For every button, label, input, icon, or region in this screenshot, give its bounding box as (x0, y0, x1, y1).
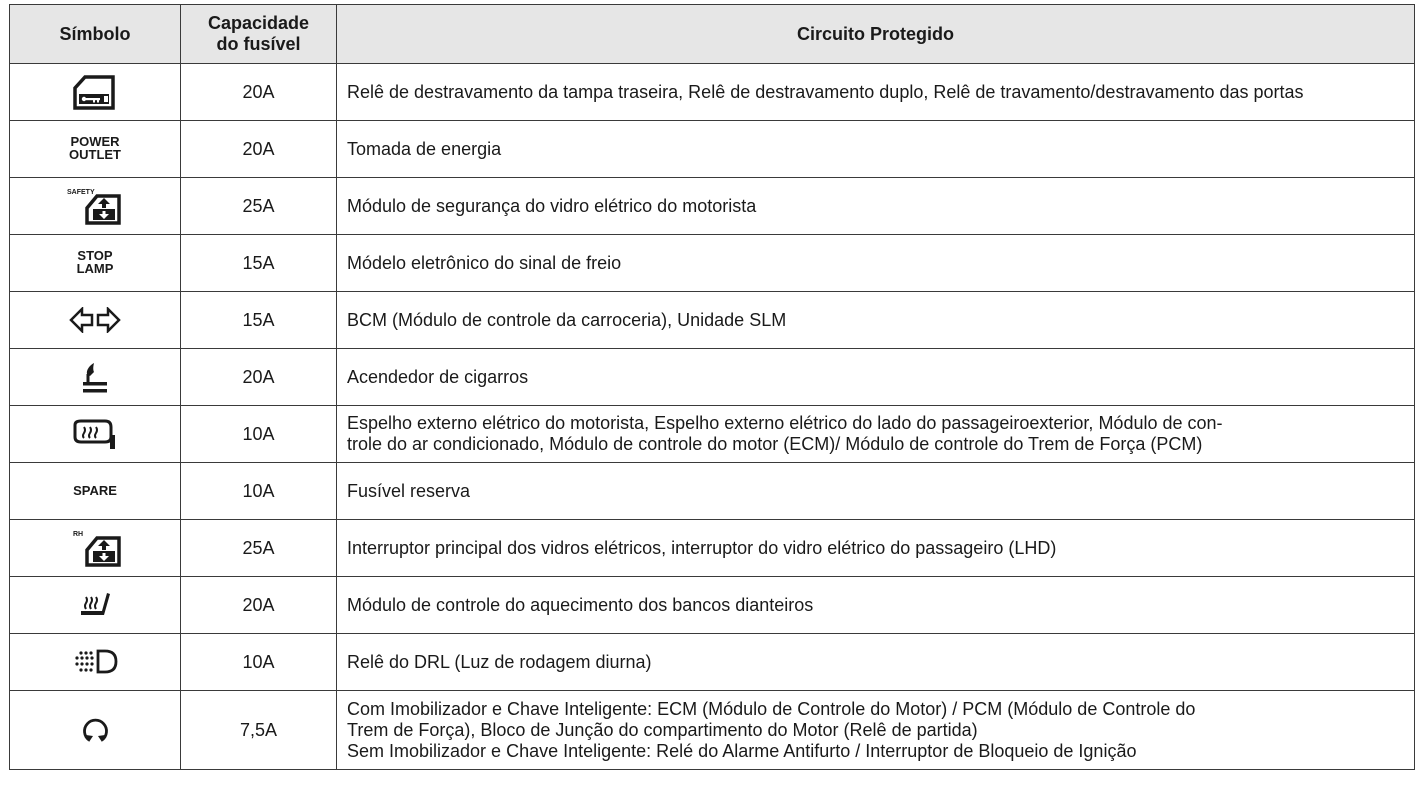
circuit-cell: Acendedor de cigarros (337, 349, 1415, 406)
circuit-line3: Sem Imobilizador e Chave Inteligente: Relé do Alarme Antifurto / Interruptor de Bloqueio de Ignição (347, 740, 1137, 761)
rh-label: RH (73, 531, 84, 538)
header-capacity-line1: Capacidade (207, 13, 310, 33)
capacity-cell: 25A (181, 520, 337, 577)
circuit-cell: Tomada de energia (337, 121, 1415, 178)
symbol-cell (10, 292, 181, 349)
symbol-cell (10, 178, 181, 235)
header-capacity (181, 5, 337, 64)
drl-icon (71, 647, 119, 677)
circuit-cell: Relê de destravamento da tampa traseira, Relê de destravamento duplo, Relê de travamento/destravamento das portas (337, 64, 1415, 121)
capacity-cell: 10A (181, 463, 337, 520)
safety-window-icon (67, 186, 123, 226)
circuit-line1: Com Imobilizador e Chave Inteligente: ECM (Módulo de Controle do Motor) / PCM (Módulo de Controle do (347, 698, 1196, 719)
circuit-cell: Interruptor principal dos vidros elétricos, interruptor do vidro elétrico do passageiro (LHD) (337, 520, 1415, 577)
symbol-line2: LAMP (76, 260, 114, 276)
capacity-cell: 20A (181, 121, 337, 178)
header-circuit: Circuito Protegido (337, 5, 1415, 64)
symbol-cell (10, 121, 181, 178)
capacity-cell: 10A (181, 406, 337, 463)
capacity-cell: 20A (181, 349, 337, 406)
table-row (10, 634, 1415, 691)
symbol-line1: STOP (77, 247, 113, 263)
symbol-cell (10, 520, 181, 577)
symbol-cell (10, 634, 181, 691)
table-row (10, 406, 1415, 463)
table-row (10, 691, 1415, 770)
header-symbol: Símbolo (10, 5, 181, 64)
power-outlet-label (69, 135, 121, 161)
capacity-cell: 20A (181, 64, 337, 121)
symbol-cell (10, 463, 181, 520)
symbol-cell (10, 64, 181, 121)
circuit-cell: Módulo de controle do aquecimento dos bancos dianteiros (337, 577, 1415, 634)
circuit-cell (337, 406, 1415, 463)
capacity-cell: 7,5A (181, 691, 337, 770)
circuit-cell: Fusível reserva (337, 463, 1415, 520)
capacity-cell: 15A (181, 235, 337, 292)
heated-seat-icon (77, 591, 113, 619)
circuit-cell: Relê do DRL (Luz de rodagem diurna) (337, 634, 1415, 691)
fuse-table (9, 4, 1415, 770)
table-row (10, 178, 1415, 235)
turn-signal-icon (69, 307, 121, 333)
rh-window-icon (67, 528, 123, 568)
symbol-cell (10, 235, 181, 292)
table-row (10, 235, 1415, 292)
table-row (10, 577, 1415, 634)
symbol-cell (10, 406, 181, 463)
door-lock-icon (73, 74, 117, 110)
table-row (10, 64, 1415, 121)
capacity-cell: 20A (181, 577, 337, 634)
circuit-cell: BCM (Módulo de controle da carroceria), Unidade SLM (337, 292, 1415, 349)
symbol-cell (10, 577, 181, 634)
start-icon (80, 715, 110, 745)
capacity-cell: 25A (181, 178, 337, 235)
table-row (10, 463, 1415, 520)
capacity-cell: 15A (181, 292, 337, 349)
symbol-line1: POWER (70, 133, 120, 149)
table-row (10, 520, 1415, 577)
heated-mirror-icon (72, 417, 118, 451)
circuit-cell: Módulo de segurança do vidro elétrico do motorista (337, 178, 1415, 235)
symbol-cell (10, 349, 181, 406)
circuit-cell: Módelo eletrônico do sinal de freio (337, 235, 1415, 292)
symbol-cell (10, 691, 181, 770)
circuit-cell (337, 691, 1415, 770)
cigar-lighter-icon (80, 360, 110, 394)
table-row (10, 292, 1415, 349)
capacity-cell: 10A (181, 634, 337, 691)
circuit-line1: Espelho externo elétrico do motorista, Espelho externo elétrico do lado do passageiroexterior, Módulo de con- (347, 413, 1223, 433)
circuit-line2: Trem de Força), Bloco de Junção do compartimento do Motor (Relê de partida) (347, 719, 978, 740)
table-row (10, 121, 1415, 178)
symbol-line2: OUTLET (69, 146, 121, 162)
header-capacity-line2: do fusível (216, 34, 301, 54)
spare-label: SPARE (73, 483, 117, 498)
table-row (10, 349, 1415, 406)
fuse-table-container (9, 4, 1415, 770)
safety-label: SAFETY (67, 189, 95, 196)
header-row (10, 5, 1415, 64)
circuit-line2: trole do ar condicionado, Módulo de controle do motor (ECM)/ Módulo de controle do Trem de Força (PCM) (347, 434, 1203, 454)
stop-lamp-label (77, 249, 114, 275)
